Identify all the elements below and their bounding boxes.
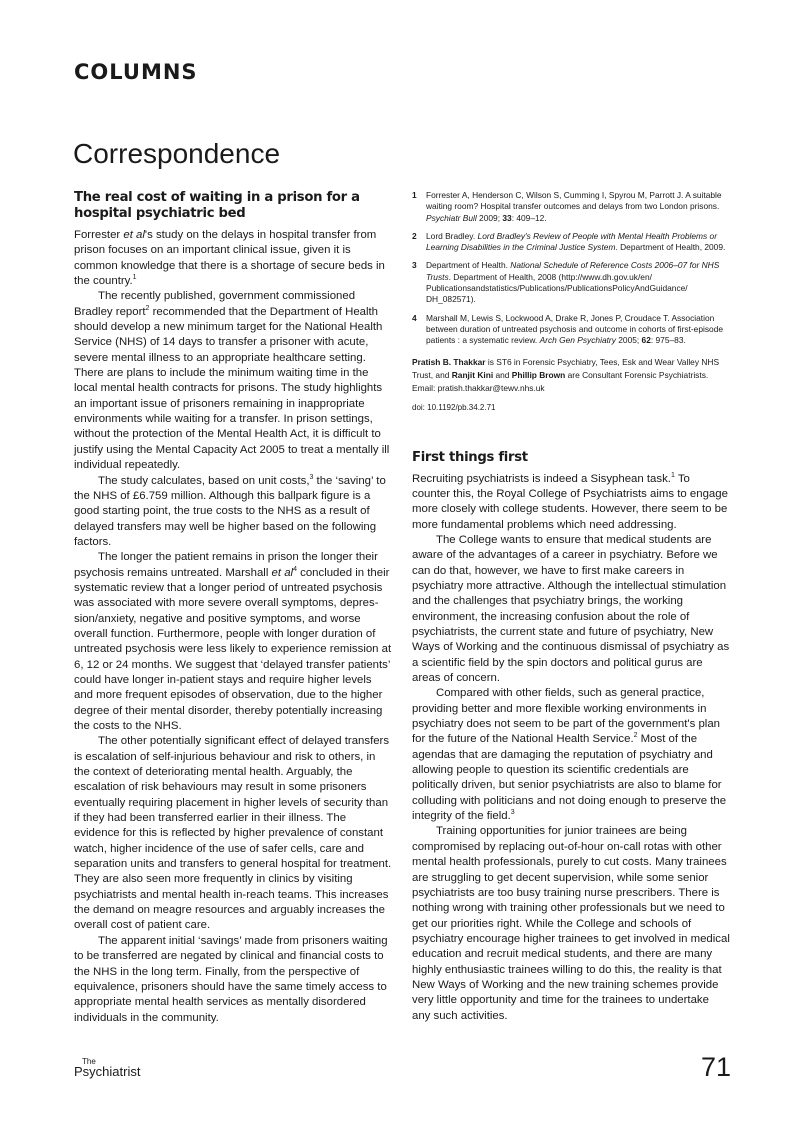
reference-text (426, 231, 730, 254)
citation-marker: 1 (132, 274, 137, 282)
paragraph (412, 824, 730, 1023)
text-run: The College wants to ensure that medical students are aware of the advantages of a career in psychiatry. Before we can do that, however, we have to first make careers in psychiatry more attractive. Although the intellectual stimulation and the challenges that psychiatry brings, the working environment, the increasing confusion about the role of psychiatrists, the current state and future of psychiatry, New Ways of Working and the continuous dismissal of psychiatry as a scientific field by the spin doctors and political gurus are areas of concern. (412, 533, 730, 685)
reference-text (426, 260, 730, 305)
text-run: . Department of Health, 2009. (615, 242, 726, 253)
text-run: et al (271, 566, 294, 579)
reference-number: 3 (412, 260, 417, 271)
right-column (412, 190, 730, 1024)
text-run: the ‘saving’ to the NHS of £6.759 million. Although this ballpark figure is a good starting point, the true costs to the NHS as a result of delayed transfers may well be higher based on the following factors. (74, 474, 386, 548)
reference-number: 1 (412, 190, 417, 200)
text-run: Compared with other fields, such as general practice, providing better and more flexible working environments in psychiatry does not seem to be part of the government's plan for the future of the National Health Service. (412, 687, 720, 746)
reference-text (426, 313, 730, 347)
text-run: Lord Bradley. (426, 230, 478, 241)
text-run: National Schedule of Reference Costs 2006–07 for NHS Trusts (426, 260, 720, 282)
reference-number: 4 (412, 312, 417, 323)
text-run: Department of Health. (426, 260, 511, 271)
reference-item (412, 313, 730, 347)
reference-text (426, 190, 730, 224)
text-run: Forrester (74, 229, 124, 241)
text-run: are Consultant Forensic Psychiatrists. Email: pratish.thakkar@tewv.nhs.uk (412, 369, 709, 393)
text-run: Most of the agendas that are damaging the reputation of psychiatry and allowing people to question its scientific credentials are politically driven, but senior psychiatrists are also to blame for colluding with politicians and not doing enough to preserve the integrity of the field. (412, 733, 727, 823)
text-run: and (493, 369, 512, 380)
letter-1-body (74, 228, 392, 1026)
text-run: Arch Gen Psychiatry (539, 335, 616, 346)
text-run: The study calculates, based on unit costs, (98, 474, 310, 487)
text-run: 2009; (476, 212, 503, 223)
text-run: To counter this, the Royal College of Psychiatrists aims to engage more closely with college students. However, there seem to be more fundamental problems which need addressing. (412, 472, 728, 531)
paragraph (74, 474, 392, 551)
paragraph (412, 686, 730, 824)
reference-number: 2 (412, 230, 417, 241)
letter-1 (74, 190, 392, 1026)
text-run: Recruiting psychiatrists is indeed a Sisyphean task. (412, 472, 671, 485)
citation-marker: 1 (670, 471, 675, 479)
text-run: 2005; (615, 335, 642, 346)
citation-marker: 3 (309, 473, 314, 481)
paragraph (74, 550, 392, 734)
section-label: COLUMNS (74, 60, 198, 84)
text-run: 62 (641, 335, 651, 346)
paragraph (74, 934, 392, 1026)
text-run: 's study on the delays in hospital transfer from prison focuses on an important clinical issue, given it is common knowledge that there is a shortage of secure beds in the country. (74, 229, 385, 288)
letter-1-title: The real cost of waiting in a prison for a hospital psychiatric bed (74, 190, 360, 221)
text-run: The longer the patient remains in prison the longer their psychosis remains untreated. Marshall (74, 551, 378, 579)
text-run: . Department of Health, 2008 (http://www.dh.gov.uk/en/ Publicationsandstatistics/Publications/PublicationsPolicyAndGuidance/ DH_082571). (426, 271, 688, 305)
text-run: recommended that the Department of Health should develop a new minimum target for the National Health Service (NHS) of 14 days to transfer a prisoner with acute, severe mental illness to an appropriate healthcare setting. There are plans to include the minimum waiting time in the local mental health contracts for prisons. The study highlights an important issue of prisoners remaining in inappropriate environments while waiting for a transfer. In prison settings, without the protection of the Mental Health Act, it is difficult to justify using the Mental Capacity Act 2005 to treat a mentally ill individual repeatedly. (74, 305, 390, 472)
citation-marker: 2 (633, 732, 638, 740)
logo-the: The (82, 1057, 96, 1066)
paragraph (412, 472, 730, 533)
text-run: Training opportunities for junior trainees are being compromised by replacing out-of-hour on-call rotas with other mental health professionals, purely to cut costs. Many trainees are struggling to get decent supervision, while some senior psychiatrists are too busy training nurse prescribers. There is nothing wrong with training other professionals but we need to get our priorities right. While the College and schools of psychiatry encourage higher trainees to get involved in medical education and recruit medical students, and there are many highly enthusiastic trainees willing to do this, the reality is that New Ways of Working and the new training schemes provide very little opportunity and time for the trainees to undertake any such activities. (412, 825, 730, 1022)
text-run: : 975–83. (650, 335, 686, 346)
paragraph (74, 734, 392, 933)
doi: doi: 10.1192/pb.34.2.71 (412, 402, 496, 412)
text-run: Pratish B. Thakkar (412, 356, 486, 367)
references-list (412, 190, 730, 347)
text-run: Ranjit Kini (451, 369, 494, 380)
page-title: Correspondence (73, 138, 281, 169)
reference-item (412, 260, 730, 305)
text-run: The recently published, government commissioned Bradley report (74, 290, 356, 318)
letter-2-title: First things first (412, 449, 528, 465)
text-run: Phillip Brown (511, 369, 566, 380)
text-run: Marshall M, Lewis S, Lockwood A, Drake R, Jones P, Croudace T. Association between duration of untreated psychosis and outcome in cohorts of first-episode patients : a systematic review. (426, 312, 724, 346)
author-info (412, 356, 730, 395)
citation-marker: 2 (145, 304, 150, 312)
reference-item (412, 231, 730, 254)
text-run: et al (123, 229, 145, 241)
reference-item (412, 190, 730, 224)
citation-marker: 3 (510, 809, 515, 817)
logo-text: Psychiatrist (74, 1064, 141, 1079)
text-run: Lord Bradley's Review of People with Mental Health Problems or Learning Disabilities in the Criminal Justice System (426, 230, 717, 253)
text-run: Forrester A, Henderson C, Wilson S, Cumming I, Spyrou M, Parrott J. A suitable waiting room? Hospital transfer outcomes and delays from two London prisons. (426, 190, 722, 212)
letter-2-body (412, 472, 730, 1024)
text-run: concluded in their systematic review that a longer period of untreated psychosis was associated with more severe overall symptoms, depres-sion/anxiety, negative and positive symptoms, and worse overall function. Furthermore, people with longer duration of untreated psychosis were less likely to experience remission at 6, 12 or 24 months. We suggest that ‘delayed transfer patients’ could have longer in-patient stays and require higher levels and more frequent episodes of observation, due to the higher degree of their mental disorder, thereby potentially increasing the costs to the NHS. (74, 566, 392, 732)
text-run: is ST6 in Forensic Psychiatry, Tees, Esk and Wear Valley NHS Trust, and (412, 356, 720, 380)
text-run: 33 (502, 212, 512, 223)
paragraph (412, 533, 730, 686)
text-run: Psychiatr Bull (426, 212, 477, 223)
text-run: The other potentially significant effect of delayed transfers is escalation of self-injurious behaviour and risk to others, in the context of deteriorating mental health. Arguably, the escalation of risk behaviours may result in some prisoners eventually requiring placement in higher levels of security than if they had been transferred earlier in their illness. The evidence for this is reflected by higher prevalence of constant watch, higher incidence of the use of safer cells, care and separation units and transfers to general hospital for treatment. They are also seen more frequently in clinics by visiting psychiatrists and mental health in-reach teams. This increases the demand on meagre resources and arguably increases the overall cost of patient care. (74, 735, 392, 932)
paragraph (74, 289, 392, 473)
text-run: : 409–12. (511, 212, 547, 223)
paragraph (74, 228, 392, 289)
journal-logo (74, 1057, 141, 1079)
page-number: 71 (701, 1052, 732, 1082)
text-run: The apparent initial ‘savings’ made from prisoners waiting to be transferred are negated by clinical and financial costs to the NHS in the long term. Finally, from the perspective of equivalence, prisoners should have the same timely access to appropriate mental health services as mentally disordered individuals in the community. (74, 934, 388, 1024)
citation-marker: 4 (293, 565, 297, 573)
